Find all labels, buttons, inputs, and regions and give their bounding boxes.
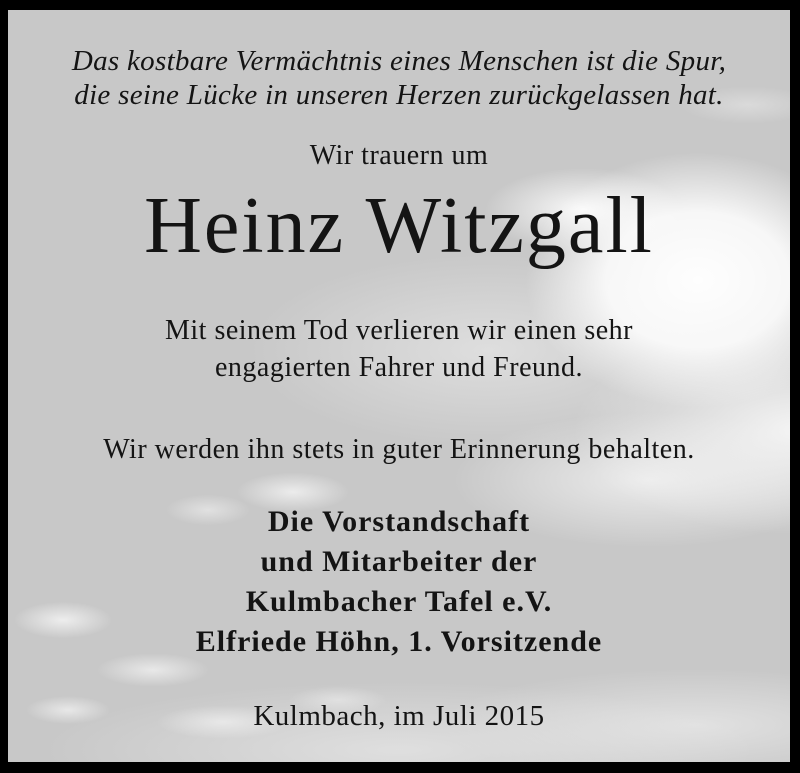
place-date: Kulmbach, im Juli 2015 [253,700,545,732]
epigraph-line-1: Das kostbare Vermächtnis eines Menschen ist die Spur, [71,45,727,77]
epigraph [8,44,790,112]
signature-line-1: Die Vorstandschaft [267,505,531,538]
remembrance-text: Wir werden ihn stets in guter Erinnerung behalten. [103,434,695,465]
signature-line-3: Kulmbacher Tafel e.V. [245,585,553,618]
tribute-text [8,312,790,386]
deceased-name: Heinz Witzgall [144,182,654,270]
signature-line-2: und Mitarbeiter der [260,545,538,578]
cloud-sky-background [8,10,790,762]
epigraph-line-2: die seine Lücke in unseren Herzen zurückgelassen hat. [74,79,724,111]
signature-line-4: Elfriede Höhn, 1. Vorsitzende [195,625,603,658]
signature-block [8,502,790,662]
tribute-line-2: engagierten Fahrer und Freund. [215,352,583,383]
mourning-intro: Wir trauern um [309,140,489,171]
tribute-line-1: Mit seinem Tod verlieren wir einen sehr [164,315,633,346]
